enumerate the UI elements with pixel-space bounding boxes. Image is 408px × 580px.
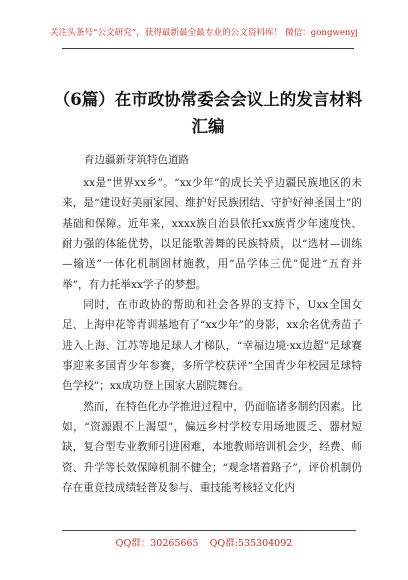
footer	[0, 535, 408, 549]
header-note: 关注头条号“公文研究”，获得最新最全最专业的公文资料库！ 微信：gongwenyj	[50, 28, 358, 38]
body-paragraph: xx是“世界xx乡”。“xx少年”的成长关乎边疆民族地区的未来，是“建设好美丽家园、维护好民族团结、守护好神圣国土”的基础和保障。近年来，xxxx族自治县依托xx族青少年速度快、耐力强的体能优势，以足能歌善舞的民族特质，以“选材—训练—输送”一体化机制固材施教，用“品学体三优”促进“五育并举”，有力托举xx学子的梦想。	[62, 177, 362, 291]
footer-qq-group-2: QQ群:535304092	[209, 538, 293, 549]
footer-qq-group-1: QQ群：30265665	[115, 538, 199, 549]
footer-divider	[62, 530, 356, 531]
header-divider	[62, 48, 354, 49]
document-subtitle: 育边疆新芽筑特色道路	[84, 154, 189, 166]
body-paragraph: 同时，在市政协的帮助和社会各界的支持下，Uxx全国女足、上海申花等青训基地有了“xx少年”的身影，xx余名优秀苗子进入上海、江苏等地足球人才梯队，“幸福边境·xx边超”足球赛事迎来多国青少年参赛，多所学校获评“全国青少年校园足球特色学校”；xx成功登上国家大剧院舞台。	[62, 299, 362, 393]
document-body	[62, 173, 362, 499]
document-title: （6篇）在市政协常委会会议上的发言材料汇编	[53, 90, 363, 136]
body-paragraph: 然而，在特色化办学推进过程中，仍面临诸多制约因素。比如，“资源跟不上渴望”，偏远乡村学校专用场地匮乏、器材短缺，复合型专业教师引进困难，本地教师培训机会少，经费、师资、升学等长效保障机制不健全；“观念堵着路子”，评价机制仍存在重竞技成绩轻普及参与、重技能考核轻文化内	[62, 400, 362, 495]
